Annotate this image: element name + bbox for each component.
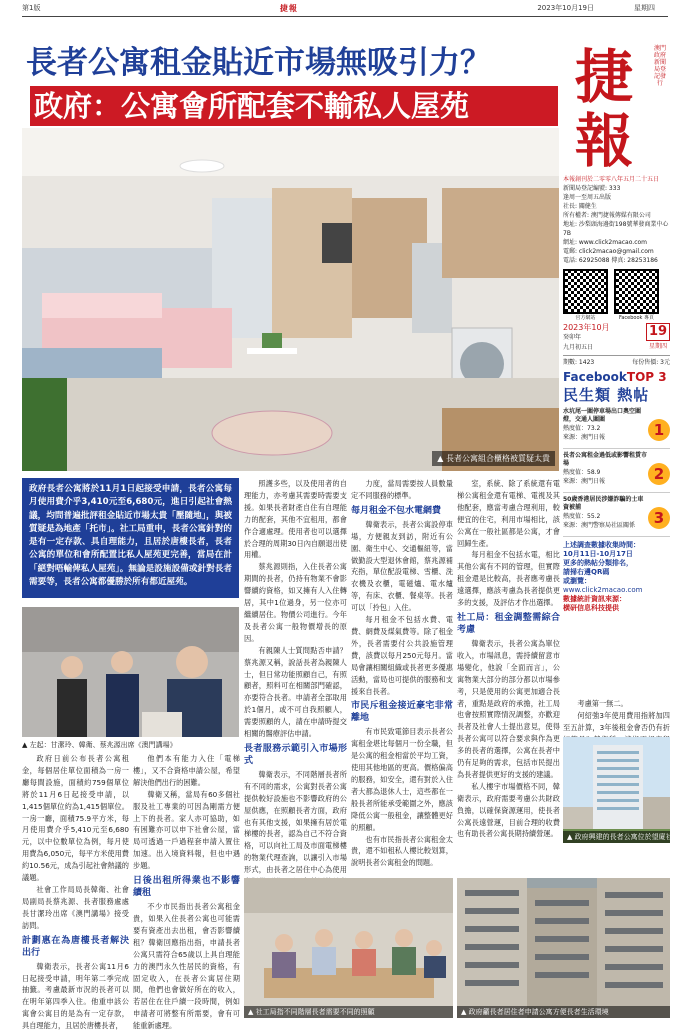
date-weekday: 星期四 — [648, 343, 667, 350]
issue-info — [563, 355, 670, 366]
masthead-address: 地址: 沙梨頭海邊街198號華發商業中心7B — [563, 221, 669, 237]
paragraph: 也有市民指長者公寓租金太貴，還不如租私人樓比較划算，說明長者公寓租金的問題。 — [351, 834, 453, 868]
masthead-side-text: 澳門政府新聞局登記發行 — [653, 45, 666, 87]
masthead — [563, 45, 670, 366]
paragraph: 室，系統、除了系統還有電梯公寓租金還有電梯、電視及其他配套，應當考慮合理利用，較便宜的住宅，利用市場相比，該公寓在一般社區都是公寓，才會回歸生產。 — [457, 479, 560, 548]
paragraph: 私人樓宇市場價格不同，韓衛表示，政府需要考慮公共財政負擔，以確保資源運用，使長者公寓長遠營運，目前合理的收費也有助長者公寓長期持續營運。 — [457, 781, 560, 839]
apartment-illustration — [22, 128, 559, 471]
issue-date: 2023年10月19日 — [537, 4, 594, 12]
issue-number: 期數: 1423 — [563, 359, 595, 366]
tower-illustration — [563, 737, 670, 843]
fb-foot-line4: 請掃右邊QR碼 — [563, 568, 610, 576]
paragraph: 每月租金不包括水費、電費、網費及煤氣費等。除了租金外，長者需要付公共設施管理費，該費以每月250元每月。當局會讓相關組織或長者更多優惠活動，當局也可提供的服務和支援來自長者。 — [351, 615, 453, 696]
fb-foot-line7: 横研信息科技提供 — [563, 604, 619, 612]
photo-elders — [244, 878, 453, 1018]
fb-item-title: 50歲香港居民涉嫌詐騙的士車資被捕 — [563, 496, 644, 511]
paragraph: 社會工作局局長韓衛、社會局副局長蔡兆源、長者服務處處長甘潔玲出席《澳門講場》接受訪問。 — [22, 884, 129, 930]
top3-label: TOP 3 — [626, 370, 667, 384]
masthead-phone: 電話: 62925088 傳真: 28253186 — [563, 257, 658, 264]
paragraph: 政府日前公布長者公寓租金，每個居住單位面積為一房一廳每間設施，面積約759個單位將於11月6日起接受申請，以1,415個單位約為1,415個單位。一房一廳，面積75.9平方米，每月使用費介乎5,410元至6,680元，以中位數單位為例，每月使用費為6,050元，每平方米使用費約10.56元，成為引起社會熱議的議題。 — [22, 754, 129, 883]
article-column-3 — [244, 478, 347, 873]
paragraph: 每月租金不包括水電，相比其他公寓有不同的管理，但實際租金還是比較高，長者應考慮長遠選擇，應該考慮為長者提供更多的支援，及評估才作出選擇。 — [457, 550, 560, 608]
fb-foot-line6: 數據統計資訊來源： — [563, 595, 626, 603]
paragraph: 何紹強3年使用費用指將加四至五計算，3年後租金會否仍有折 — [563, 710, 670, 732]
facebook-top3-title — [563, 370, 670, 384]
buildings-illustration — [457, 878, 670, 1018]
fb-footnote — [563, 541, 670, 613]
rank-badge-2: 2 — [648, 463, 670, 485]
date-year-month: 2023年10月 — [563, 323, 610, 332]
subheading: 每月租金不包水電網費 — [351, 505, 442, 516]
paragraph: 韓衛表示，不同階層長者所有不同的需求，公寓對長者公寓提供較好設施也不影響政府的公屋供應，在照顧長者方面，政府也有其他支援，如果擁有居於電梯樓的長者，認為自己不符合資格，可以向社工局及市面電梯樓的物業代理查詢，以讓引入市場形式，由長者之居住中心為使用 — [244, 769, 347, 875]
article-column-2 — [133, 753, 240, 1031]
fb-item-heat: 熱度值：73.2 — [563, 425, 601, 432]
fb-foot-line5: 或瀏覽： — [563, 577, 591, 585]
headline-sub: 政府：公寓會所配套不輸私人屋苑 — [30, 86, 558, 126]
photo-buildings-caption: ▲ 政府籲長者居住者申請公寓方便長者生活環境 — [457, 1006, 670, 1018]
fb-item-source: 來源：澳門警察局社區關係 — [563, 522, 636, 529]
date-box — [563, 323, 670, 353]
paragraph: 韓衛表示，長者公寓11月6日起接受申請，明年第二季完成抽籤。考慮最新市況的長者可以在明年第四季入住。他重申該公寓會公寓目的是為有一定存款，具自理能力，且居於唐樓長者， — [22, 961, 129, 1031]
qr-label-facebook: Facebook 專頁 — [618, 315, 655, 321]
fb-item-title: 水坑尾一圍停車場出口奧空圍 燈，交通人圍圍 — [563, 408, 642, 423]
paragraph: 有市民致電節目表示長者公寓租金堪比每個月一份全職，但是公寓的租金相當於平均工資，使用其他地區的更高。價格偏高的服務，如安全，還有對於入住者大都為退休人士，這些都在一般長者所能承受範圍之外，應該降低公寓一般租金，讓整體更好的照顧。 — [351, 727, 453, 832]
masthead-cycle: 逢周一至周五出版 — [563, 194, 612, 201]
article-column-4 — [351, 478, 453, 873]
subheading: 長者服務示範引入市場形式 — [244, 743, 347, 766]
facebook-top3-panel — [563, 370, 670, 613]
photo-old-buildings — [457, 878, 670, 1018]
paragraph: 有親陳人士質問點否申請？蔡兆源又稱，說話長者為親陳人士，但日常功能照顧自己，有照顧者，照料可在相關部門確認，亦要符合長者。申請者全部取用於1個月，或不可自我照顧人，需要照顧的人，請在申請時提交相關的醫療評估申請。 — [244, 645, 347, 739]
fb-item-source: 來源：澳門日報 — [563, 478, 606, 485]
paragraph: 韓衛又稱，當局有60多個社服及社工專業的可因為剛需方便上下的長者。家人亦可協助，如有困難亦可以申下社會公屋，當局可透過一戶過程套申請入置住加速。出入境資料報，但也中遇步題。 — [133, 789, 240, 871]
subheading: 社工局：租金調整需綜合考慮 — [457, 612, 560, 635]
top-strip — [0, 0, 677, 16]
facebook-brand: Facebook — [563, 370, 627, 384]
date-lunar-day: 九月初五日 — [563, 344, 594, 351]
page-number: 第1版 — [22, 4, 41, 12]
qr-label-website: 官方網站 — [575, 315, 596, 321]
article-column-1 — [22, 753, 129, 1031]
issue-weekday: 星期四 — [633, 4, 655, 12]
paragraph: 蔡兆源則指，入住長者公寓期間的長者，仍持有物業不會影響續約資格，如又擁有人入住轉居，其中1位過身，另一位亦可繼續居住。物價公司進行。今年及長者公寓一般物價增長的原因。 — [244, 562, 347, 643]
main-photo-caption: ▲ 長者公寓組合櫃格被質疑太貴 — [432, 451, 555, 466]
fb-item-3[interactable] — [563, 493, 670, 537]
subheading: 計劃惠在為唐樓長者解決出行 — [22, 935, 129, 958]
paragraph: 韓衛表示，長者公寓為單位收入，市場訊息，需持續留意市場變化，他說「全面而言」，公寓物業大部分的部分都以市場參考，只是使用的公寓更加適合長者，重點是政府的承擔，社工局也會按照實際情況調整，亦歡迎長者及社會人士提出意見，使得長者公寓可以符合要求與作為更多的長者的選擇，公寓在長者中仍有足夠的需求，包括市民提出為長者提供更好的支援的建議。 — [457, 638, 560, 779]
fb-foot-url[interactable]: www.click2macao.com — [563, 586, 643, 594]
paragraph: 考慮第一無二。 — [577, 699, 628, 708]
photo-senior-tower — [563, 737, 680, 843]
fb-foot-line3: 更多的熱帖分類排名， — [563, 559, 633, 567]
fb-foot-line1: 上述調查數據收集時間： — [563, 541, 640, 549]
paper-name-small: 捷報 — [279, 2, 298, 13]
headline-main: 長者公寓租金貼近市場無吸引力？ — [26, 45, 491, 81]
photo-tower-caption: ▲ 政府興建的長者公寓位於望廈社區 — [563, 831, 670, 843]
article-column-5 — [457, 478, 560, 873]
issue-price: 每份售價: 3元 — [632, 359, 670, 366]
masthead-since: 本報創刊於二零零八年五月二十五日 — [563, 176, 660, 183]
qr-code-facebook[interactable] — [614, 269, 659, 314]
date-day: 19 — [646, 323, 670, 341]
masthead-reg: 新聞局登記編號: 333 — [563, 185, 621, 192]
facebook-top3-heading: 民生類 熱帖 — [563, 386, 650, 404]
subheading: 市民斥租金接近豪宅非常離地 — [351, 701, 453, 724]
qr-row — [563, 269, 670, 321]
officials-illustration — [22, 607, 239, 737]
paragraph: 不少市民指出長者公寓租金貴，如果入住長者公寓也可能需要有資產出去出租，會否影響續租？韓衛回應指出指，申請長者公寓只需符合65歲以上具自理能力的澳門永久性居民的資格，有固定收入，在長者公寓居住期間，他們也會做好所在的收入，若居住在住戶續一段時間，例如申請者可將整有所需要，會有可能重新處理。 — [133, 902, 240, 1031]
fb-item-heat: 熱度值：58.9 — [563, 469, 601, 476]
fb-item-2[interactable] — [563, 449, 670, 493]
fb-item-title: 長者公寓租金過低或影響租賃市場 — [563, 452, 648, 467]
lead-paragraph: 政府長者公寓將於11月1日起接受申請，長者公寓每月使用費介乎3,410元至6,680元，進日引起社會熱議，均問普遍批評租金貼近市場太貴「壓隨地」，與被質疑是為地產「托市」。社工局重申，長者公寓針對的是有一定存款、具自理能力，且居於唐樓長者，長者公寓的單位和會所配置比私人屋苑更完善，當局在計「絕對唔輸俾私人屋苑」。無論是設施設備或針對長者需要等，長者公寓都優勝於所有都近屋苑。 — [22, 478, 239, 598]
fb-item-heat: 熱度值：55.2 — [563, 513, 601, 520]
fb-item-1[interactable] — [563, 405, 670, 449]
masthead-email: 電郵: click2macao@gmail.com — [563, 248, 654, 255]
masthead-owner: 所有權者: 澳門捷報傳媒有限公司 — [563, 212, 651, 219]
subheading: 日後出租所得業也不影響續租 — [133, 876, 240, 899]
masthead-info — [563, 175, 670, 265]
masthead-director: 社長: 關健生 — [563, 203, 597, 210]
elders-illustration — [244, 878, 453, 1018]
photo-elders-caption: ▲ 社工局指不同階層長者需要不同的照顧 — [244, 1006, 453, 1018]
article-column-6 — [563, 698, 670, 730]
rank-badge-3: 3 — [648, 507, 670, 529]
rank-badge-1: 1 — [648, 419, 670, 441]
paragraph: 他們本有能力入住「電梯樓」，又不合資格申請公屋，希望解決他們出行的困難。 — [133, 754, 240, 787]
paragraph: 照護多些，以及使用者的自理能力，亦考慮其需要時需要支援。如果長者財產自住有自理能力的配套，其他不宜租用，都會作合適處理。使用者也可以選擇於合理的周期30日內自願退出使用權。 — [244, 479, 347, 560]
masthead-title: 捷報 — [574, 43, 633, 175]
photo-officials — [22, 607, 239, 737]
photo-officials-caption: ▲ 左起：甘潔玲、韓衛、蔡兆源出席《澳門講場》 — [22, 741, 177, 749]
main-photo-apartment-interior — [22, 128, 559, 471]
top-rule — [22, 16, 668, 17]
fb-foot-line2: 10月11日-10月17日 — [563, 550, 633, 558]
fb-item-source: 來源：澳門日報 — [563, 434, 606, 441]
paragraph: 力度，當局需要按人員數量定不同服務的標準。 — [351, 479, 453, 500]
date-lunar-year: 癸卯年 — [563, 334, 582, 341]
qr-code-website[interactable] — [563, 269, 608, 314]
paragraph: 韓衛表示，長者公寓設停車場，方便親友到訪，附近有公園、衛生中心、交通樞紐等，當做勤設大型退休會館，蔡兆源補充指，單位配設電梯、雪櫃、洗衣機及衣櫃，電磁爐、電水爐等，有床、衣櫃、餐桌等。長者可以「拎包」入住。 — [351, 519, 453, 613]
masthead-web: 網址: www.click2macao.com — [563, 239, 648, 246]
